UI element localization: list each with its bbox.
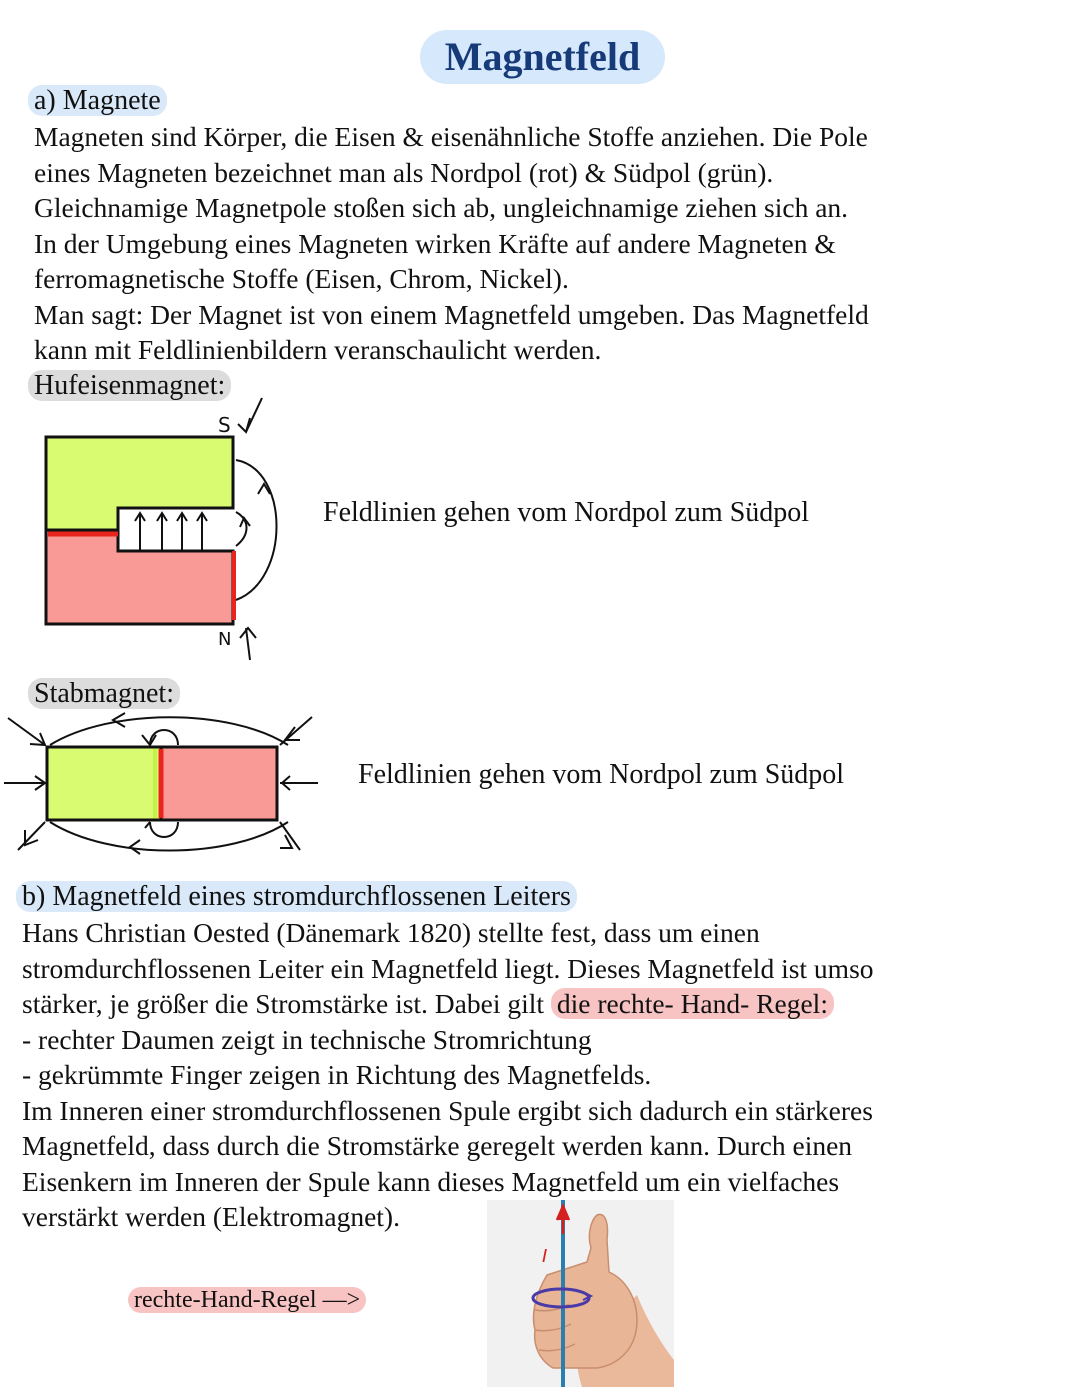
text-line: ferromagnetische Stoffe (Eisen, Chrom, Nickel). bbox=[34, 263, 569, 294]
section-a-paragraph bbox=[34, 119, 869, 368]
text-line: Im Inneren einer stromdurchflossenen Spule ergibt sich dadurch ein stärkeres bbox=[22, 1094, 873, 1126]
right-hand-rule-illustration bbox=[487, 1200, 674, 1387]
text-line: In der Umgebung eines Magneten wirken Kräfte auf andere Magneten & bbox=[34, 227, 836, 259]
hufeisen-caption: Feldlinien gehen vom Nordpol zum Südpol bbox=[323, 497, 810, 528]
text-line bbox=[22, 986, 874, 1022]
text-line: Magnetfeld, dass durch die Stromstärke geregelt werden kann. Durch einen bbox=[22, 1130, 853, 1161]
text-line: eines Magneten bezeichnet man als Nordpol (rot) & Südpol (grün). bbox=[34, 156, 774, 188]
section-b-heading-text: b) Magnetfeld eines stromdurchflossenen Leiters bbox=[16, 881, 577, 912]
text-line: Eisenkern im Inneren der Spule kann dieses Magnetfeld um ein vielfaches bbox=[22, 1165, 840, 1197]
current-label: I bbox=[542, 1246, 548, 1267]
text-line: kann mit Feldlinienbildern veranschaulicht werden. bbox=[34, 334, 602, 365]
text-line: Gleichnamige Magnetpole stoßen sich ab, ungleichnamige ziehen sich an. bbox=[34, 192, 849, 223]
right-hand-rule-highlight: die rechte- Hand- Regel: bbox=[551, 988, 834, 1019]
section-a-heading bbox=[28, 84, 167, 118]
stab-caption: Feldlinien gehen vom Nordpol zum Südpol bbox=[358, 759, 845, 790]
bar-magnet-diagram bbox=[0, 705, 330, 860]
text-line-start: stärker, je größer die Stromstärke ist. Dabei gilt bbox=[22, 988, 551, 1019]
bar-north-pole bbox=[161, 747, 277, 820]
section-b-heading bbox=[16, 880, 577, 914]
text-line: - gekrümmte Finger zeigen in Richtung des Magnetfelds. bbox=[22, 1059, 652, 1090]
stab-label-text: Stabmagnet: bbox=[28, 678, 180, 709]
text-line: - rechter Daumen zeigt in technische Stromrichtung bbox=[22, 1023, 592, 1055]
right-hand-rule-label-text: rechte-Hand-Regel —> bbox=[128, 1287, 366, 1313]
bar-south-pole bbox=[47, 747, 161, 820]
outer-field-lines bbox=[236, 398, 277, 660]
pole-label-s: S bbox=[218, 413, 231, 437]
section-b-paragraph bbox=[22, 915, 874, 1235]
page-title: Magnetfeld bbox=[420, 30, 665, 84]
text-line: Man sagt: Der Magnet ist von einem Magnetfeld umgeben. Das Magnetfeld bbox=[34, 298, 869, 330]
text-line: Hans Christian Oested (Dänemark 1820) stellte fest, dass um einen bbox=[22, 917, 760, 948]
inner-field-lines bbox=[135, 513, 207, 550]
hufeisen-label-text: Hufeisenmagnet: bbox=[28, 370, 231, 401]
text-line: stromdurchflossenen Leiter ein Magnetfeld liegt. Dieses Magnetfeld ist umso bbox=[22, 952, 874, 984]
text-line: Magneten sind Körper, die Eisen & eisenähnliche Stoffe anziehen. Die Pole bbox=[34, 121, 868, 152]
text-line: verstärkt werden (Elektromagnet). bbox=[22, 1201, 400, 1232]
section-a-heading-text: a) Magnete bbox=[28, 85, 167, 116]
pole-label-n: N bbox=[218, 629, 232, 650]
right-hand-rule-label bbox=[128, 1285, 366, 1315]
horseshoe-magnet-diagram bbox=[0, 395, 300, 670]
